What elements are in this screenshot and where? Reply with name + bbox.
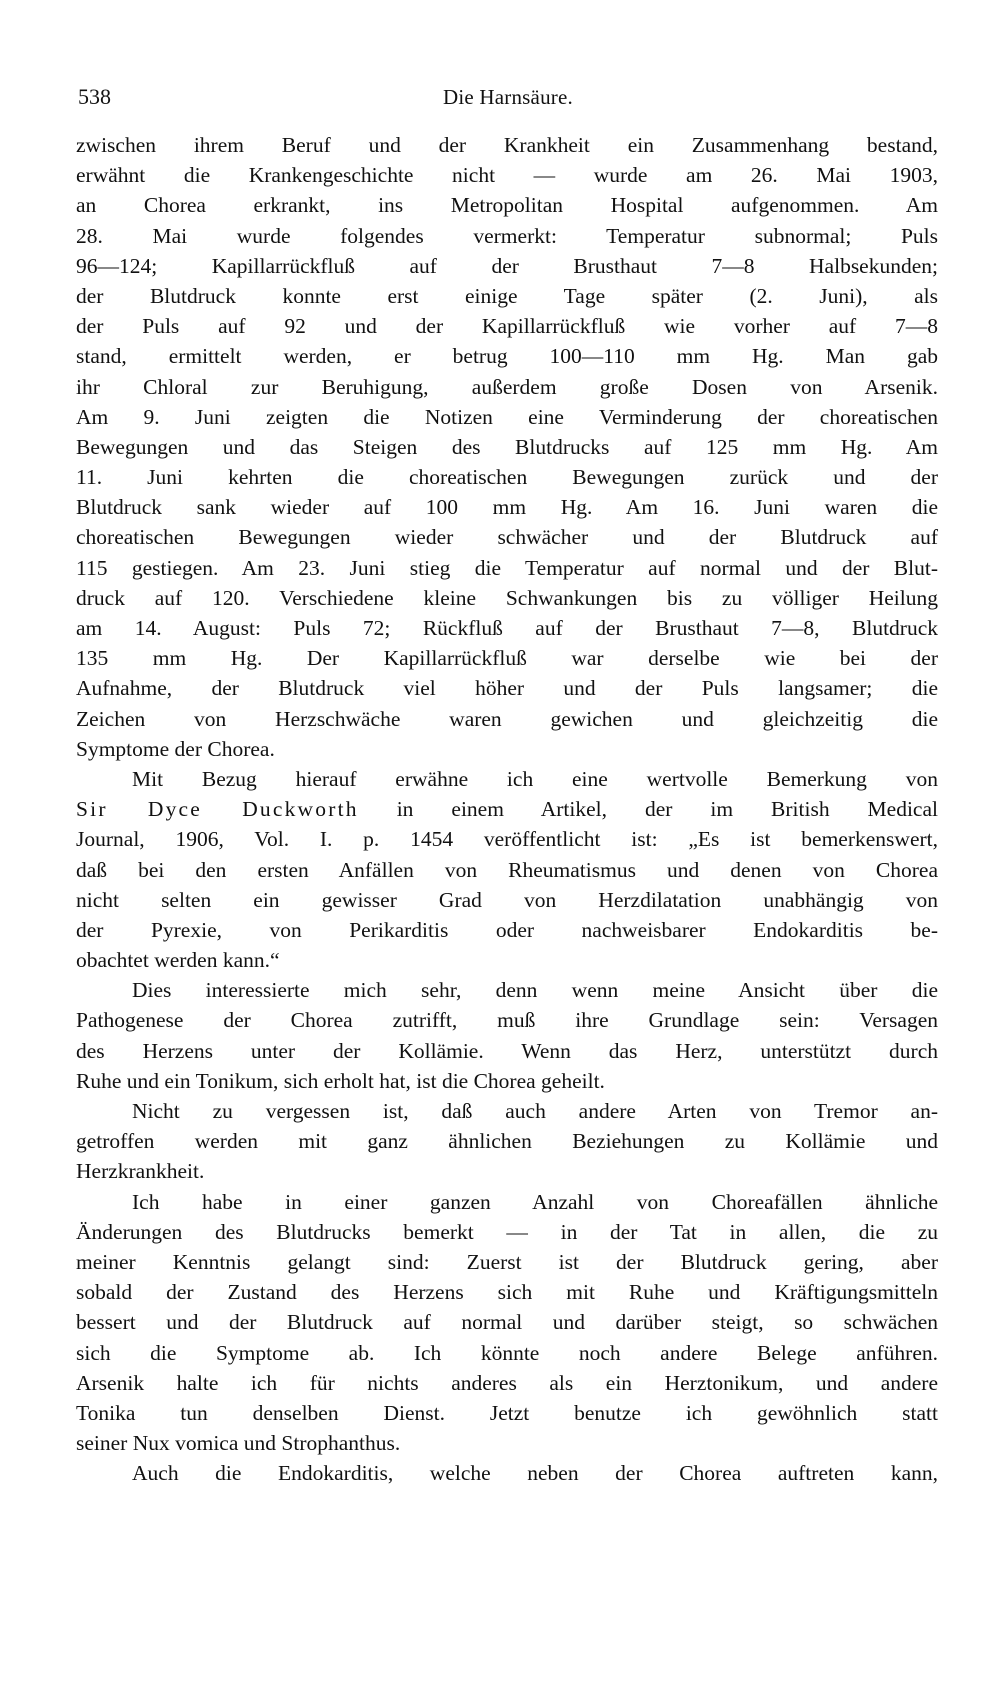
text-line: Änderungen des Blutdrucks bemerkt — in der Tat in allen, die zu xyxy=(76,1219,938,1244)
running-title: Die Harnsäure. xyxy=(443,85,573,109)
text-line: zwischen ihrem Beruf und der Krankheit ein Zusammenhang bestand, xyxy=(76,133,938,157)
text-line: Symptome der Chorea. xyxy=(76,736,275,761)
text-line: 96—124; Kapillarrückfluß auf der Brusthaut 7—8 Halbsekunden; xyxy=(76,253,938,278)
text-line: der Blutdruck konnte erst einige Tage später (2. Juni), als xyxy=(76,283,938,308)
text-line-with-spaced-name xyxy=(76,794,938,824)
text-line: Zeichen von Herzschwäche waren gewichen und gleichzeitig die xyxy=(76,706,938,731)
text-line: 135 mm Hg. Der Kapillarrückfluß war derselbe wie bei der xyxy=(76,646,938,671)
text-line: Blutdruck sank wieder auf 100 mm Hg. Am 16. Juni waren die xyxy=(76,495,938,520)
text-line: getroffen werden mit ganz ähnlichen Beziehungen zu Kollämie und xyxy=(76,1129,938,1154)
text-line: obachtet werden kann.“ xyxy=(76,948,280,973)
text-line: Herzkrankheit. xyxy=(76,1159,205,1184)
spaced-author-name: Sir Dyce Duckworth xyxy=(76,797,359,822)
text-line: Tonika tun denselben Dienst. Jetzt benutze ich gewöhnlich statt xyxy=(76,1400,938,1425)
text-line: Ruhe und ein Tonikum, sich erholt hat, ist die Chorea geheilt. xyxy=(76,1068,605,1093)
text-line: Ich habe in einer ganzen Anzahl von Choreafällen ähnliche xyxy=(132,1189,938,1214)
text-line: Am 9. Juni zeigten die Notizen eine Verminderung der choreatischen xyxy=(76,404,938,429)
text-line: seiner Nux vomica und Strophanthus. xyxy=(76,1431,401,1456)
page-number: 538 xyxy=(78,84,111,109)
text-line: Auch die Endokarditis, welche neben der Chorea auftreten kann, xyxy=(132,1461,938,1486)
text-line: Nicht zu vergessen ist, daß auch andere Arten von Tremor an- xyxy=(132,1099,938,1123)
text-line: Aufnahme, der Blutdruck viel höher und der Puls langsamer; die xyxy=(76,676,938,701)
text-line: Arsenik halte ich für nichts anderes als ein Herztonikum, und andere xyxy=(76,1370,938,1395)
text-line: Dies interessierte mich sehr, denn wenn meine Ansicht über die xyxy=(132,978,938,1003)
text-line: daß bei den ersten Anfällen von Rheumatismus und denen von Chorea xyxy=(76,857,938,882)
text-line: meiner Kenntnis gelangt sind: Zuerst ist der Blutdruck gering, aber xyxy=(76,1249,938,1274)
text-line: 115 gestiegen. Am 23. Juni stieg die Temperatur auf normal und der Blut- xyxy=(76,555,938,580)
text-line: am 14. August: Puls 72; Rückfluß auf der Brusthaut 7—8, Blutdruck xyxy=(76,616,938,640)
text-line: Journal, 1906, Vol. I. p. 1454 veröffentlicht ist: „Es ist bemerkenswert, xyxy=(76,827,938,852)
text-line: sobald der Zustand des Herzens sich mit Ruhe und Kräftigungsmitteln xyxy=(76,1280,938,1305)
text-line: sich die Symptome ab. Ich könnte noch andere Belege anführen. xyxy=(76,1340,938,1365)
page-header xyxy=(78,82,938,112)
body-text xyxy=(76,130,938,1488)
text-line: nicht selten ein gewisser Grad von Herzdilatation unabhängig von xyxy=(76,887,938,912)
text-line: erwähnt die Krankengeschichte nicht — wurde am 26. Mai 1903, xyxy=(76,163,938,188)
text-line: 11. Juni kehrten die choreatischen Bewegungen zurück und der xyxy=(76,465,938,490)
text-line: Bewegungen und das Steigen des Blutdrucks auf 125 mm Hg. Am xyxy=(76,434,938,459)
text-line: Mit Bezug hierauf erwähne ich eine wertvolle Bemerkung von xyxy=(132,766,938,791)
text-line: 28. Mai wurde folgendes vermerkt: Temperatur subnormal; Puls xyxy=(76,223,938,248)
text-line: an Chorea erkrankt, ins Metropolitan Hospital aufgenommen. Am xyxy=(76,193,938,218)
text-line: der Pyrexie, von Perikarditis oder nachweisbarer Endokarditis be- xyxy=(76,917,938,942)
text-line: der Puls auf 92 und der Kapillarrückfluß wie vorher auf 7—8 xyxy=(76,314,938,339)
text-line: bessert und der Blutdruck auf normal und darüber steigt, so schwächen xyxy=(76,1310,938,1335)
text-line-remainder: in einem Artikel, der im British Medical xyxy=(358,797,938,822)
text-line: choreatischen Bewegungen wieder schwächer und der Blutdruck auf xyxy=(76,525,938,550)
text-line: Pathogenese der Chorea zutrifft, muß ihre Grundlage sein: Versagen xyxy=(76,1008,938,1033)
text-line: des Herzens unter der Kollämie. Wenn das Herz, unterstützt durch xyxy=(76,1038,938,1063)
text-line: stand, ermittelt werden, er betrug 100—110 mm Hg. Man gab xyxy=(76,344,938,369)
text-line: druck auf 120. Verschiedene kleine Schwankungen bis zu völliger Heilung xyxy=(76,585,938,610)
text-line: ihr Chloral zur Beruhigung, außerdem große Dosen von Arsenik. xyxy=(76,374,938,399)
